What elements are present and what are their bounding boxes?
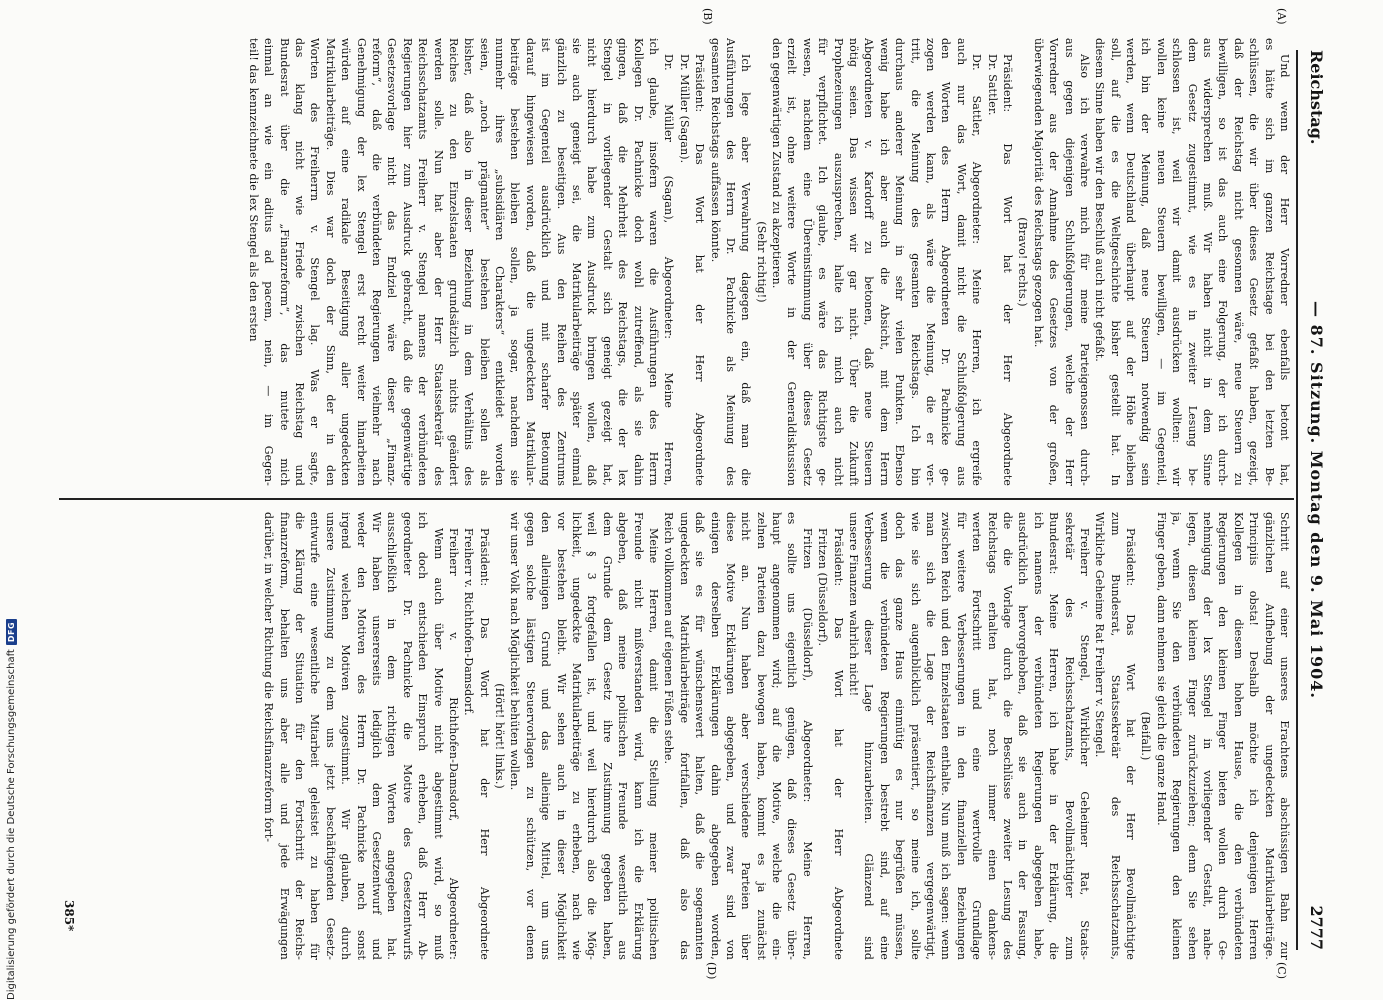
left-column-line: diesem Sinne haben wir den Beschluß auch nicht gefaßt. [1093, 38, 1107, 362]
left-column-line: überwiegenden Majorität des Reichstags gezogen hat. [1031, 38, 1045, 348]
left-column-line: Worten des Freiherrn v. Stengel lag. Was er sagte, [308, 38, 322, 486]
right-column-line: (Beifall.) [1139, 711, 1153, 761]
right-column-line: gegen solche lästigen Steuervorlagen zu schützen, vor denen [523, 512, 537, 960]
right-column-line: Präsident: Das Wort hat der Herr Bevollmächtigte [1124, 528, 1138, 960]
left-column-line: Vorredner aus der Annahme des Gesetzes von der großen, [1047, 38, 1061, 486]
left-column-line: durchaus anderer Meinung in sehr vielen Punkten. Ebenso [893, 38, 907, 486]
right-column-line: abgeben, daß meine politischen Freunde wesentlich aus [616, 512, 630, 960]
right-column-line: zwischen Reich und den Einzelstaaten enthalte. Nun muß ich sagen: wenn [939, 512, 953, 960]
right-column-line: Freunde nicht mißverstanden wird, kann ich die Erklärung [631, 512, 645, 960]
left-column-line: Prophezeiungen auszusprechen, halte ich mich auch nicht [831, 38, 845, 486]
left-column-line: nötig seien. Das wissen wir gar nicht. Über die Zukunft [847, 38, 861, 486]
right-column-line: Freiherr v. Stengel, Wirklicher Geheimer Rat, Staats- [1077, 528, 1091, 960]
right-column-line: nicht an. Nun haben aber verschiedene Parteien über [739, 512, 753, 960]
left-column-line: Dr. Sattler. [985, 54, 999, 116]
left-column-line: aus widersprechen muß. Wir haben nicht in dem Sinne [1201, 38, 1215, 486]
right-column-line: finanzreform, behalten uns aber alle und jede Erwägungen [277, 512, 291, 960]
left-column-line: den Worten des Herrn Abgeordneten Dr. Pachnicke ge- [939, 38, 953, 486]
right-column-line: nehmigung der lex Stengel in vorliegender Gestalt, nahe- [1201, 512, 1215, 960]
right-column-line: Bundesrat: Meine Herren, ich habe in der Erklärung, die [1047, 512, 1061, 960]
left-column-line: werden solle. Nun hat aber der Herr Staatssekretär des [431, 38, 445, 486]
right-column-line: weil § 3 fortgefallen ist, und weil hierdurch also die Mög- [585, 512, 599, 960]
right-column-line: gänzlichen Aufhebung der ungedeckten Matrikularbeiträge. [1262, 512, 1276, 960]
right-column-line: Reich vollkommen auf eigenen Füßen stehe. [662, 512, 676, 765]
left-column-line: dem Gesetz zugestimmt, wie es in zweiter Lesung be- [1185, 38, 1199, 486]
left-column-line: Matrikularbeiträge. Dies war doch der Sinn, der in den [323, 38, 337, 486]
left-column-line: Reiches zu den Einzelstaaten grundsätzlich nichts geändert [446, 38, 460, 486]
left-column-line: es hätte sich im ganzen Reichstage bei den letzten Be- [1262, 38, 1276, 486]
left-column-line: bisher, daß also in dieser Beziehung in dem Verhältnis des [462, 38, 476, 486]
right-column-line: Meine Herren, damit die Stellung meiner politischen [646, 528, 660, 960]
right-column-line: entwurfe eine wesentliche Mitarbeit geleistet zu haben für [308, 512, 322, 960]
left-column-line: tritt, die Meinung des gesamten Reichstags. Ich bin [908, 38, 922, 486]
margin-mark-c: (C) [1275, 962, 1288, 979]
left-column-line: Dr. Müller (Sagan), Abgeordneter: Meine Herren, [662, 54, 676, 486]
left-column-line: gesamten Reichstags auffassen könnte. [708, 38, 722, 263]
left-column-line: das klang nicht wie Friede zwischen Reichstag und [293, 38, 306, 486]
right-column-line: Reichstags erhalten hat, noch immer einen dankens- [985, 512, 999, 960]
running-head-title: — 87. Sitzung. Montag den 9. Mai 1904. [1307, 301, 1326, 699]
right-column-line: lichkeit, ungedeckte Matrikularbeiträge zu erheben, nach wie [570, 512, 584, 960]
right-column-line: unsere Zustimmung zu dem uns jetzt beschäftigenden Gesetz- [323, 512, 337, 960]
left-column-line: nicht hierdurch habe zum Ausdruck bringen wollen, daß [585, 38, 599, 486]
sheet-signature: 385* [62, 900, 76, 932]
right-column-line: ausschließlich in dem richtigen Worten angegeben hat. [385, 512, 399, 960]
right-column-line: wir unser Volk nach Möglichkeit behüten wollen. [508, 512, 522, 791]
left-column-line: ich bin der Meinung, daß neue Steuern notwendig sein [1139, 38, 1153, 486]
left-column-line: darauf hingewiesen worden, daß die ungedeckten Matrikular- [523, 38, 537, 486]
document-page [26, 0, 1338, 1000]
right-column-line: irgend welchen Motiven zugestimmt. Wir glauben, durch [339, 512, 353, 960]
right-column-line: sekretär des Reichsschatzamts, Bevollmächtigter zum [1062, 512, 1076, 960]
left-column-line: schlüssen, die wir über dieses Gesetz gefaßt haben, gezeigt, [1247, 38, 1261, 486]
right-column-line: werten Fortschritt und eine wertvolle Grundlage [970, 512, 984, 960]
right-column-line: es sollte uns eigentlich genügen, daß dieses Gesetz über- [785, 512, 799, 960]
left-column-line: auch nur das Wort, damit nicht die Schlußfolgerung aus [954, 38, 968, 486]
left-column-line: Stengel in vorliegender Gestalt sich geneigt gezeigt hat, [600, 38, 614, 486]
left-column-line: wenig habe ich aber auch die Absicht, mit dem Herrn [877, 38, 891, 486]
right-column-line: Präsident: Das Wort hat der Herr Abgeordnete [831, 528, 845, 960]
right-column-line: zelnen Parteien dazu bewogen haben, kommt es ja zunächst [754, 512, 768, 960]
left-column-line: Präsident: Das Wort hat der Herr Abgeordnete [693, 54, 707, 486]
right-column-line: vor bestehen bleibt. Wir sehen auch in dieser Möglichkeit [554, 512, 568, 960]
page-number: 2777 [1307, 905, 1326, 950]
left-column-line: Bundesrat über die „Finanzreform“, das mutete mich [277, 38, 291, 486]
right-column-line: weder den Motiven des Herrn Dr. Pachnicke noch sonst [354, 512, 368, 960]
right-column-line: daß sie es für wünschenswert halten, daß die sogenannten [693, 512, 707, 960]
right-column-line: ich doch entschieden Einspruch erheben, daß Herr Ab- [416, 512, 430, 960]
right-column-line: diese Motive Erklärungen abgegeben, und zwar sind von [723, 512, 737, 960]
right-column-line: wie sie sich augenblicklich präsentiert, so meine ich, sollte [908, 512, 922, 960]
right-column-line: legen, diesen kleinen Finger zurückzuziehen; denn Sie sehen [1185, 512, 1199, 960]
left-column-line: gänzlich zu beseitigen. Aus den Reihen des Zentrums [554, 38, 568, 486]
left-column-line: gingen, daß die Mehrheit des Reichstags, die der lex [616, 38, 630, 486]
right-column-line: Kollegen in diesem hohen Hause, die den verbündeten [1231, 512, 1245, 960]
left-column-line: Dr. Sattler, Abgeordneter: Meine Herren, ich ergreife [970, 54, 984, 486]
left-column-line: Genehmigung der lex Stengel erst recht weiter hinarbeiten [354, 38, 368, 486]
right-column-line: Principiis obsta! Deshalb möchte ich denjenigen Herren [1247, 512, 1261, 960]
left-column-line: beiträge bestehen bleiben sollen, ja sogar, nachdem sie [508, 38, 522, 486]
right-column-line: unsere Finanzen wahrlich nicht! [847, 512, 861, 697]
margin-mark-d: (D) [705, 962, 718, 980]
left-column-line: werden, wenn Deutschland überhaupt auf der Höhe bleiben [1124, 38, 1138, 486]
running-head [1300, 50, 1330, 950]
left-text-column [245, 38, 1292, 486]
right-column-line: zum Bundesrat, Staatssekretär des Reichsschatzamts, [1108, 512, 1122, 960]
right-column-line: (Hört! hört! links.) [493, 683, 507, 789]
right-column-line: Schritt auf einer unseres Erachtens abschüssigen Bahn zur [1278, 512, 1291, 960]
column-divider [59, 498, 1294, 500]
left-column-line: Also ich verwahre mich für meine Parteigenossen durch- [1077, 54, 1091, 486]
left-column-line: teil! das kennzeichnete die lex Stengel als den ersten [246, 38, 260, 342]
right-column-line: Wirkliche Geheime Rat Freiherr v. Stengel. [1093, 512, 1107, 758]
right-column-line: den alleinigen Grund und das alleinige Mittel, um uns [539, 512, 553, 960]
right-column-line: wenn die verbündeten Regierungen bestrebt sind, auf eine [877, 512, 891, 960]
right-column-line: Freiherr v. Richthofen-Damsdorf. [462, 528, 476, 716]
left-column-line: daß der Reichstag nicht gesonnen wäre, neue Steuern zu [1231, 38, 1245, 486]
left-column-line: ich glaube, insofern waren die Ausführungen des Herrn [646, 38, 660, 486]
left-column-line: ist im Gegenteil ausdrücklich und mit scharfer Betonung [539, 38, 553, 486]
right-column-line: Fritzen (Düsseldorf), Abgeordneter: Meine Herren, [800, 528, 814, 960]
left-column-line: würden auf eine radikale Beseitigung aller ungedeckten [339, 38, 353, 486]
right-column-line: Verbesserung dieser Lage hinzuarbeiten. Glänzend sind [862, 512, 876, 960]
left-column-line: Ich lege aber Verwahrung dagegen ein, daß man die [739, 54, 753, 486]
right-column-line: man sich die Lage der Reichsfinanzen vergegenwärtigt, [924, 512, 938, 960]
left-column-line: den gegenwärtigen Zustand zu akzeptieren. [770, 38, 784, 289]
left-column-line: für verpflichtet. Ich glaube, es wäre das Richtigste ge- [816, 38, 830, 486]
left-column-line: aus gegen diejenigen Schlußfolgerungen, welche der Herr [1062, 38, 1076, 486]
left-column-line: Dr. Müller (Sagan). [677, 54, 691, 164]
right-column-line: geordneter Dr. Pachnicke die Motive des Gesetzentwurfs [400, 512, 414, 960]
right-column-line: die die Vorlage durch die Beschlüsse zweiter Lesung des [1000, 512, 1014, 960]
header-rule [1296, 50, 1298, 950]
left-column-line: Regierungen hier zum Ausdruck gebracht, daß die gegenwärtige [400, 38, 414, 486]
left-column-line: seien, „noch prägnanter“ bestehen bleiben sollen als [477, 38, 491, 486]
left-column-line: Präsident: Das Wort hat der Herr Abgeordnete [1000, 54, 1014, 486]
right-column-line: Fritzen (Düsseldorf). [816, 528, 830, 647]
right-column-line: Regierungen den kleinen Finger bieten wollen durch Ge- [1216, 512, 1230, 960]
dfg-logo: DFG [6, 619, 17, 645]
right-column-line: Finger geben, dann nehmen sie gleich die ganze Hand. [1154, 512, 1168, 826]
left-column-line: Gesetzesvorlage nicht das Endziel wäre dieser „Finanz- [385, 38, 399, 486]
right-column-line: einigen derselben Erklärungen dahin abgegeben worden, [708, 512, 722, 960]
right-column-line: Präsident: Das Wort hat der Herr Abgeordnete [477, 528, 491, 960]
left-column-line: (Bravo! rechts.) [1016, 217, 1030, 307]
left-column-line: reform“, daß die verbündeten Regierungen vielmehr nach [369, 38, 383, 486]
right-column-line: für weitere Verbesserungen in den finanziellen Beziehungen [954, 512, 968, 960]
left-column-line: erzielt ist, ohne weitere Worte in der Generaldiskussion [785, 38, 799, 486]
margin-mark-b: (B) [701, 8, 714, 25]
left-column-line: einmal an wie ein aditus ad pacem, nein, — im Gegen- [262, 38, 276, 486]
margin-mark-a: (A) [1275, 8, 1288, 25]
left-column-line: sie auch geneigt sei, die Matrikularbeiträge später einmal [570, 38, 584, 486]
left-column-line: schlossen ist, weil wir damit ausdrücken wollten: wir [1170, 38, 1184, 486]
right-text-column [261, 512, 1292, 960]
right-column-line: Freiherr v. Richthofen-Damsdorf, Abgeordneter: [446, 528, 460, 960]
right-column-line: haupt angenommen wird; auf die Motive, welche die ein- [770, 512, 784, 960]
left-column-line: Ausführungen des Herrn Dr. Pachnicke als Meinung des [723, 38, 737, 486]
left-column-line: Reichsschatzamts Freiherr v. Stengel namens der verbündeten [416, 38, 430, 486]
credit-text: Digitalisierung gefördert durch die Deutsche Forschungsgemeinschaft [6, 649, 17, 1000]
right-column-line: doch das ganze Haus einmütig es nur begrüßen müssen, [893, 512, 907, 960]
right-column-line: ausdrücklich hervorgehoben, daß sie auch in der Fassung, [1016, 512, 1030, 960]
left-column-line: wollen keine neuen Steuern bewilligen, — im Gegenteil, [1154, 38, 1168, 486]
right-column-line: die Klärung der Situation für den Fortschritt der Reichs- [293, 512, 306, 960]
right-column-line: ungedeckten Matrikularbeiträge fortfallen, daß also das [677, 512, 691, 960]
right-column-line: Wir haben unsererseits lediglich dem Gesetzentwurf und [369, 512, 383, 960]
left-column-line: Und wenn der Herr Vorredner ebenfalls betont hat, [1278, 54, 1291, 486]
left-column-line: Abgeordneten v. Kardorff zu betonen, daß neue Steuern [862, 38, 876, 486]
left-column-line: wesen, nachdem eine Übereinstimmung über dieses Gesetz [800, 38, 814, 486]
left-column-line: (Sehr richtig!) [754, 221, 768, 303]
left-column-line: nunmehr ihres „subsidiären Charakters“ entkleidet worden [493, 38, 507, 486]
right-column-line: Wenn auch über Motive nicht abgestimmt wird, so muß [431, 528, 445, 960]
right-column-line: dem Grunde dem Gesetz ihre Zustimmung gegeben haben, [600, 512, 614, 960]
left-column-line: bewilligen, so ist das auch eine Folgerung, der ich durch- [1216, 38, 1230, 486]
running-head-left: Reichstag. [1307, 50, 1326, 145]
right-column-line: darüber, in welcher Richtung die Reichsfinanzreform fort- [262, 512, 276, 843]
left-column-line: zogen werden kann, als wäre die Meinung, die er ver- [924, 38, 938, 486]
left-column-line: soll, auf die es die Weltgeschichte bisher gestellt hat. In [1108, 38, 1122, 486]
right-column-line: ja, wenn Sie den verbündeten Regierungen den kleinen [1170, 512, 1184, 960]
right-column-line: ich namens der verbündeten Regierungen abgegeben habe, [1031, 512, 1045, 960]
left-column-line: Kollegen Dr. Pachnicke doch wohl zutreffend, als sie dahin [631, 38, 645, 486]
